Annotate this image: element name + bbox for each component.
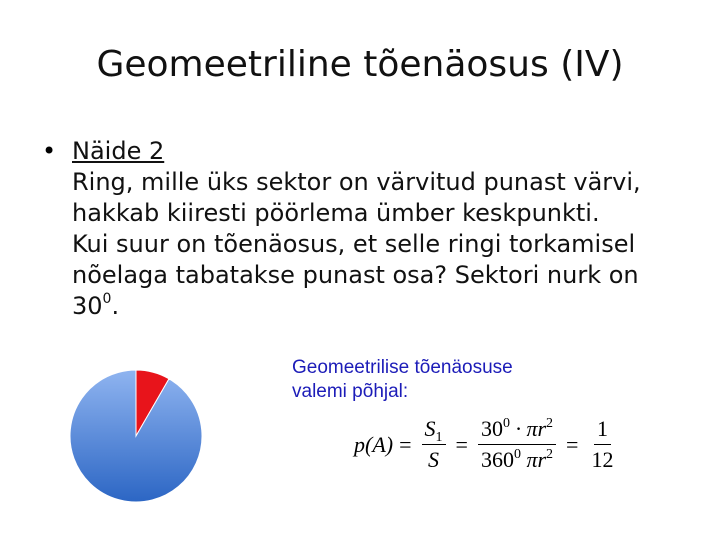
angle-ratio-fraction (478, 416, 556, 473)
pie-chart (68, 368, 204, 504)
formula-note (292, 356, 513, 404)
body-line-3: Kui suur on tõenäosus, et selle ringi torkamisel (72, 230, 636, 258)
angle-ratio-denominator (478, 445, 556, 473)
probability-formula (354, 416, 620, 473)
angle-ratio-numerator (478, 416, 556, 445)
angle-exponent: 0 (102, 291, 112, 307)
denominator-pi-r: πr (526, 447, 547, 472)
example-text (72, 136, 712, 326)
numerator-square: 2 (546, 416, 554, 431)
formula-equals-1: = (399, 431, 412, 457)
body-line-2: hakkab kiiresti pöörlema ümber keskpunkti. (72, 199, 600, 227)
note-line-2: valemi põhjal: (292, 381, 409, 402)
angle-value: 30 (72, 292, 103, 320)
area-ratio-numerator (422, 416, 446, 445)
result-numerator: 1 (594, 416, 611, 445)
denominator-degree-sign: 0 (513, 447, 521, 462)
example-label: Näide 2 (72, 137, 165, 165)
denominator-square: 2 (546, 447, 554, 462)
area-ratio-denominator: S (428, 447, 440, 472)
body-line-4: nõelaga tabatakse punast osa? Sektori nurk on (72, 261, 639, 289)
angle-end: . (111, 292, 120, 320)
body-line-1: Ring, mille üks sektor on värvitud punast värvi, (72, 168, 641, 196)
result-denominator: 12 (591, 447, 614, 472)
formula-lhs: p(A) (354, 431, 394, 457)
slide-title: Geomeetriline tõenäosus (IV) (96, 44, 624, 85)
formula-equals-3: = (566, 431, 579, 457)
formula-equals-2: = (455, 431, 468, 457)
sector-area-subscript: 1 (435, 430, 443, 445)
area-ratio-fraction (422, 416, 446, 473)
pie-slice-rest (70, 370, 202, 502)
body-line-5 (72, 291, 712, 326)
note-line-1: Geomeetrilise tõenäosuse (292, 357, 513, 378)
sector-area: S (424, 416, 436, 441)
denominator-degrees: 360 (480, 447, 514, 472)
numerator-pi-r: · πr (515, 416, 547, 441)
result-fraction (588, 416, 616, 473)
numerator-degree-sign: 0 (502, 416, 510, 431)
bullet-marker: • (42, 137, 57, 165)
numerator-degrees: 30 (480, 416, 503, 441)
